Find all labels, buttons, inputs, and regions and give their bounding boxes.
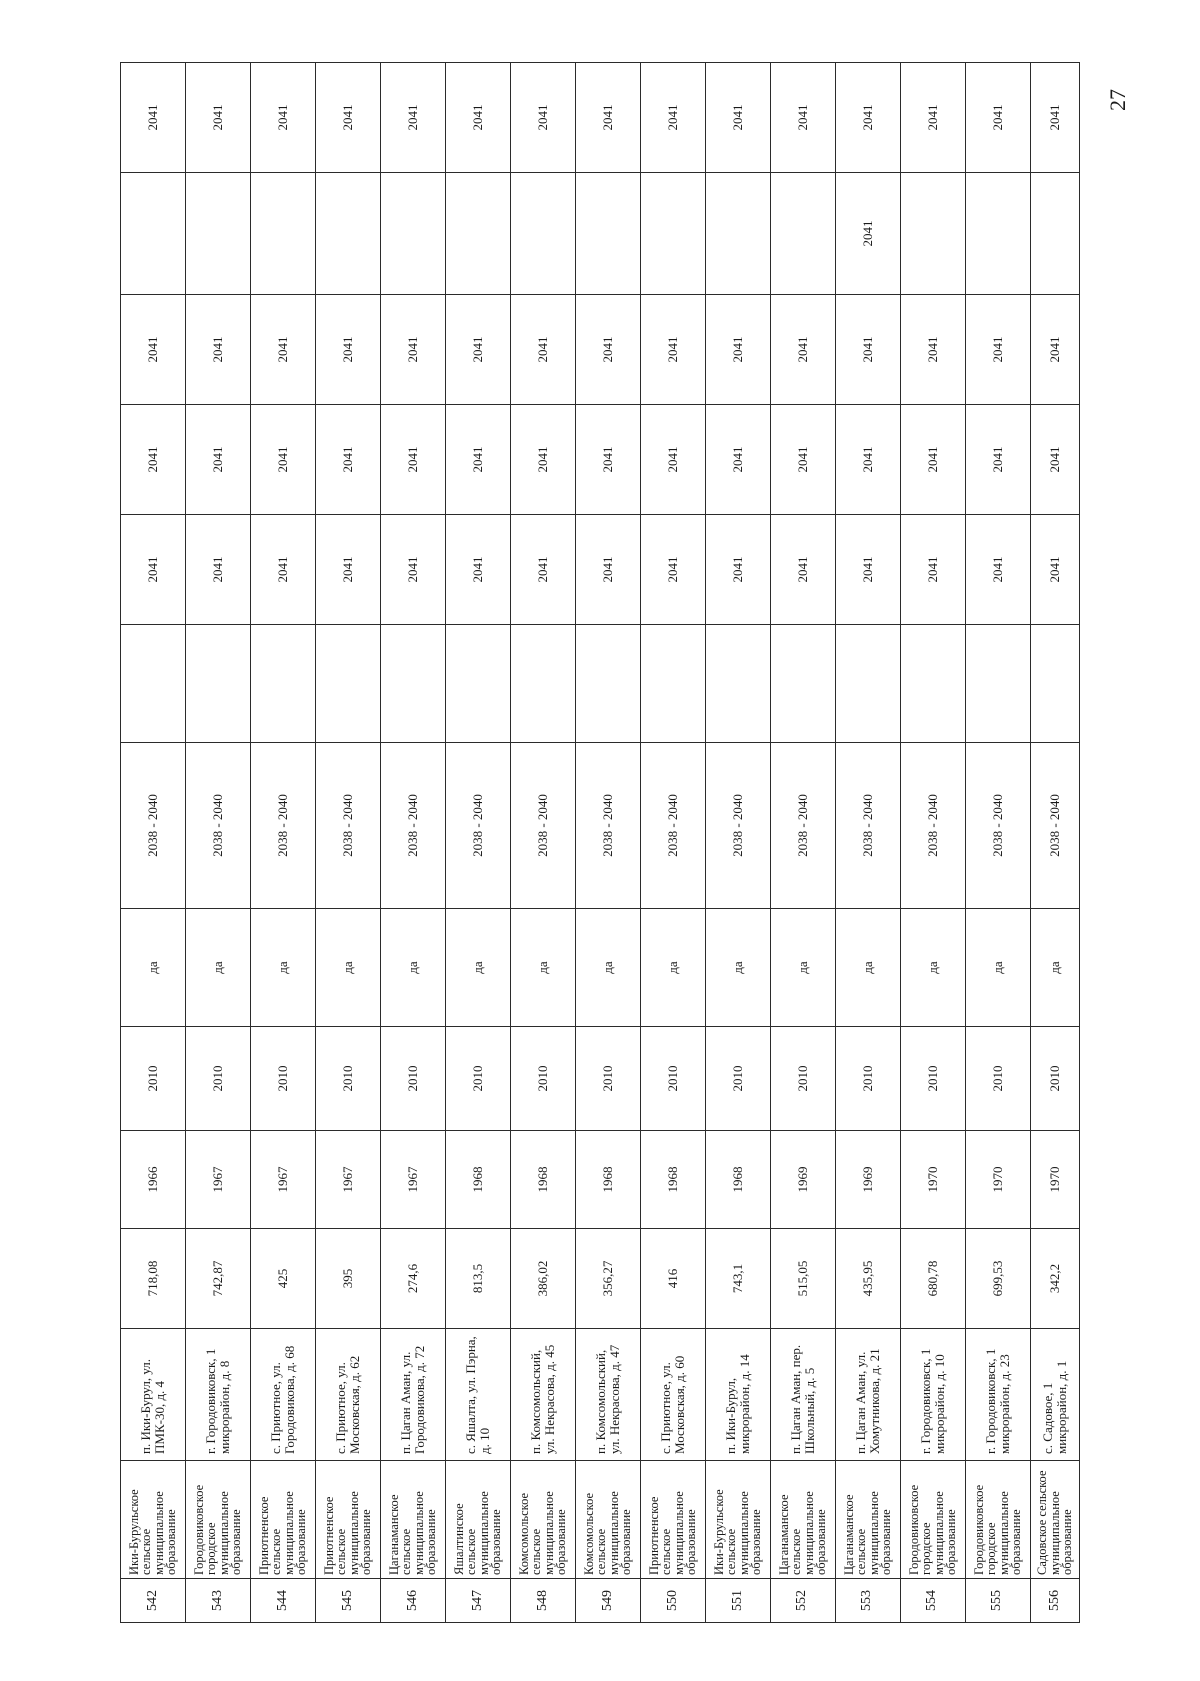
cell-work-year-1 [705, 625, 770, 743]
cell-work-year-1 [1030, 625, 1079, 743]
cell-municipality: Садовское сельское муниципальное образование [1030, 1461, 1079, 1579]
cell-work-year-3: 2041 [900, 405, 965, 515]
table-row [1030, 63, 1079, 1623]
cell-period: 2038 - 2040 [900, 743, 965, 909]
table-row [575, 63, 640, 1623]
cell-work-year-2: 2041 [835, 515, 900, 625]
cell-row-number: 544 [250, 1579, 315, 1623]
cell-work-year-2: 2041 [445, 515, 510, 625]
cell-municipality: Цаганаманское сельское муниципальное образование [380, 1461, 445, 1579]
cell-work-year-4: 2041 [575, 295, 640, 405]
cell-work-year-2: 2041 [1030, 515, 1079, 625]
cell-row-number: 553 [835, 1579, 900, 1623]
table-row [640, 63, 705, 1623]
cell-work-year-3: 2041 [185, 405, 250, 515]
cell-address: с. Приютное, ул. Городовикова, д. 68 [250, 1329, 315, 1461]
cell-work-year-3: 2041 [965, 405, 1030, 515]
cell-period: 2038 - 2040 [835, 743, 900, 909]
cell-survey-year: 2010 [575, 1027, 640, 1131]
cell-work-year-1 [510, 625, 575, 743]
cell-work-year-4: 2041 [380, 295, 445, 405]
cell-work-year-2: 2041 [380, 515, 445, 625]
cell-year-built: 1967 [250, 1131, 315, 1229]
cell-municipality: Цаганаманское сельское муниципальное образование [770, 1461, 835, 1579]
cell-municipality: Городовиковское городское муниципальное образование [185, 1461, 250, 1579]
cell-work-year-1 [185, 625, 250, 743]
cell-work-year-6: 2041 [250, 63, 315, 173]
cell-work-year-5: 2041 [835, 173, 900, 295]
cell-period: 2038 - 2040 [250, 743, 315, 909]
cell-area: 386,02 [510, 1229, 575, 1329]
cell-work-year-3: 2041 [1030, 405, 1079, 515]
cell-work-year-6: 2041 [185, 63, 250, 173]
cell-municipality: Цаганаманское сельское муниципальное образование [835, 1461, 900, 1579]
cell-area: 515,05 [770, 1229, 835, 1329]
cell-work-year-4: 2041 [315, 295, 380, 405]
table-row [965, 63, 1030, 1623]
cell-municipality: Приютненское сельское муниципальное образование [640, 1461, 705, 1579]
cell-work-year-6: 2041 [1030, 63, 1079, 173]
cell-area: 699,53 [965, 1229, 1030, 1329]
cell-work-year-5 [185, 173, 250, 295]
table-row [835, 63, 900, 1623]
cell-area: 342,2 [1030, 1229, 1079, 1329]
cell-included-flag: да [250, 909, 315, 1027]
cell-work-year-5 [445, 173, 510, 295]
cell-work-year-5 [640, 173, 705, 295]
cell-address: п. Комсомольский, ул. Некрасова, д. 45 [510, 1329, 575, 1461]
cell-address: г. Городовиковск, 1 микрорайон, д. 10 [900, 1329, 965, 1461]
cell-work-year-4: 2041 [770, 295, 835, 405]
cell-survey-year: 2010 [315, 1027, 380, 1131]
cell-work-year-3: 2041 [121, 405, 186, 515]
cell-survey-year: 2010 [640, 1027, 705, 1131]
cell-year-built: 1970 [900, 1131, 965, 1229]
cell-work-year-4: 2041 [250, 295, 315, 405]
cell-included-flag: да [315, 909, 380, 1027]
cell-work-year-2: 2041 [900, 515, 965, 625]
cell-area: 395 [315, 1229, 380, 1329]
cell-address: с. Приютное, ул. Московская, д. 60 [640, 1329, 705, 1461]
cell-work-year-4: 2041 [705, 295, 770, 405]
cell-period: 2038 - 2040 [640, 743, 705, 909]
cell-row-number: 555 [965, 1579, 1030, 1623]
cell-work-year-5 [315, 173, 380, 295]
cell-included-flag: да [1030, 909, 1079, 1027]
cell-work-year-1 [575, 625, 640, 743]
cell-work-year-5 [510, 173, 575, 295]
cell-municipality: Городовиковское городское муниципальное образование [900, 1461, 965, 1579]
cell-work-year-2: 2041 [185, 515, 250, 625]
cell-address: п. Ики-Бурул, микрорайон, д. 14 [705, 1329, 770, 1461]
cell-survey-year: 2010 [250, 1027, 315, 1131]
cell-area: 435,95 [835, 1229, 900, 1329]
cell-area: 743,1 [705, 1229, 770, 1329]
cell-address: г. Городовиковск, 1 микрорайон, д. 8 [185, 1329, 250, 1461]
cell-row-number: 552 [770, 1579, 835, 1623]
cell-survey-year: 2010 [835, 1027, 900, 1131]
cell-year-built: 1967 [185, 1131, 250, 1229]
cell-year-built: 1970 [1030, 1131, 1079, 1229]
cell-period: 2038 - 2040 [315, 743, 380, 909]
cell-row-number: 543 [185, 1579, 250, 1623]
cell-work-year-6: 2041 [575, 63, 640, 173]
cell-work-year-5 [1030, 173, 1079, 295]
cell-area: 356,27 [575, 1229, 640, 1329]
cell-included-flag: да [380, 909, 445, 1027]
cell-address: п. Цаган Аман, ул. Городовикова, д. 72 [380, 1329, 445, 1461]
cell-work-year-6: 2041 [770, 63, 835, 173]
table-row [445, 63, 510, 1623]
cell-row-number: 545 [315, 1579, 380, 1623]
cell-area: 274,6 [380, 1229, 445, 1329]
cell-area: 718,08 [121, 1229, 186, 1329]
cell-work-year-6: 2041 [640, 63, 705, 173]
cell-year-built: 1969 [770, 1131, 835, 1229]
cell-row-number: 546 [380, 1579, 445, 1623]
cell-year-built: 1967 [315, 1131, 380, 1229]
cell-work-year-1 [121, 625, 186, 743]
cell-work-year-5 [250, 173, 315, 295]
cell-work-year-1 [640, 625, 705, 743]
cell-included-flag: да [121, 909, 186, 1027]
cell-municipality: Яшалтинское сельское муниципальное образование [445, 1461, 510, 1579]
cell-work-year-2: 2041 [315, 515, 380, 625]
cell-survey-year: 2010 [445, 1027, 510, 1131]
cell-work-year-1 [965, 625, 1030, 743]
cell-included-flag: да [445, 909, 510, 1027]
cell-work-year-2: 2041 [250, 515, 315, 625]
cell-survey-year: 2010 [380, 1027, 445, 1131]
cell-year-built: 1967 [380, 1131, 445, 1229]
table-row [185, 63, 250, 1623]
cell-work-year-3: 2041 [575, 405, 640, 515]
cell-address: с. Приютное, ул. Московская, д. 62 [315, 1329, 380, 1461]
cell-period: 2038 - 2040 [770, 743, 835, 909]
cell-work-year-3: 2041 [445, 405, 510, 515]
cell-address: п. Цаган Аман, пер. Школьный, д. 5 [770, 1329, 835, 1461]
cell-work-year-6: 2041 [380, 63, 445, 173]
cell-municipality: Ики-Бурульское сельское муниципальное образование [705, 1461, 770, 1579]
cell-included-flag: да [705, 909, 770, 1027]
cell-survey-year: 2010 [770, 1027, 835, 1131]
cell-year-built: 1968 [445, 1131, 510, 1229]
cell-year-built: 1968 [640, 1131, 705, 1229]
cell-address: п. Ики-Бурул, ул. ПМК-30, д. 4 [121, 1329, 186, 1461]
cell-address: г. Городовиковск, 1 микрорайон, д. 23 [965, 1329, 1030, 1461]
rotated-table-wrapper [120, 63, 1080, 1623]
cell-work-year-2: 2041 [965, 515, 1030, 625]
cell-row-number: 554 [900, 1579, 965, 1623]
cell-work-year-3: 2041 [705, 405, 770, 515]
cell-work-year-3: 2041 [835, 405, 900, 515]
cell-municipality: Приютненское сельское муниципальное образование [315, 1461, 380, 1579]
cell-included-flag: да [835, 909, 900, 1027]
cell-work-year-6: 2041 [121, 63, 186, 173]
cell-period: 2038 - 2040 [510, 743, 575, 909]
cell-address: п. Комсомольский, ул. Некрасова, д. 47 [575, 1329, 640, 1461]
cell-period: 2038 - 2040 [965, 743, 1030, 909]
cell-included-flag: да [575, 909, 640, 1027]
cell-work-year-4: 2041 [640, 295, 705, 405]
cell-work-year-1 [770, 625, 835, 743]
cell-work-year-3: 2041 [510, 405, 575, 515]
cell-row-number: 549 [575, 1579, 640, 1623]
cell-work-year-4: 2041 [835, 295, 900, 405]
cell-work-year-3: 2041 [250, 405, 315, 515]
cell-row-number: 548 [510, 1579, 575, 1623]
cell-work-year-6: 2041 [445, 63, 510, 173]
cell-area: 416 [640, 1229, 705, 1329]
cell-row-number: 551 [705, 1579, 770, 1623]
cell-work-year-1 [380, 625, 445, 743]
cell-included-flag: да [900, 909, 965, 1027]
cell-work-year-2: 2041 [121, 515, 186, 625]
cell-survey-year: 2010 [185, 1027, 250, 1131]
table-row [121, 63, 186, 1623]
cell-included-flag: да [965, 909, 1030, 1027]
cell-work-year-5 [900, 173, 965, 295]
page-number: 27 [1105, 89, 1130, 111]
cell-area: 425 [250, 1229, 315, 1329]
cell-survey-year: 2010 [900, 1027, 965, 1131]
table-row [315, 63, 380, 1623]
cell-work-year-6: 2041 [965, 63, 1030, 173]
cell-included-flag: да [770, 909, 835, 1027]
cell-work-year-1 [445, 625, 510, 743]
cell-survey-year: 2010 [705, 1027, 770, 1131]
cell-area: 680,78 [900, 1229, 965, 1329]
cell-work-year-4: 2041 [1030, 295, 1079, 405]
cell-included-flag: да [640, 909, 705, 1027]
cell-work-year-2: 2041 [510, 515, 575, 625]
table-row [250, 63, 315, 1623]
cell-year-built: 1968 [510, 1131, 575, 1229]
cell-period: 2038 - 2040 [575, 743, 640, 909]
cell-work-year-6: 2041 [510, 63, 575, 173]
cell-work-year-3: 2041 [380, 405, 445, 515]
cell-work-year-6: 2041 [835, 63, 900, 173]
cell-work-year-4: 2041 [185, 295, 250, 405]
cell-period: 2038 - 2040 [445, 743, 510, 909]
cell-work-year-4: 2041 [121, 295, 186, 405]
cell-work-year-2: 2041 [705, 515, 770, 625]
cell-work-year-4: 2041 [445, 295, 510, 405]
table-row [705, 63, 770, 1623]
cell-work-year-5 [575, 173, 640, 295]
cell-work-year-3: 2041 [770, 405, 835, 515]
cell-work-year-5 [965, 173, 1030, 295]
cell-municipality: Ики-Бурульское сельское муниципальное образование [121, 1461, 186, 1579]
cell-period: 2038 - 2040 [380, 743, 445, 909]
cell-address: с. Садовое, 1 микрорайон, д. 1 [1030, 1329, 1079, 1461]
cell-year-built: 1969 [835, 1131, 900, 1229]
cell-work-year-5 [121, 173, 186, 295]
cell-work-year-4: 2041 [965, 295, 1030, 405]
cell-area: 813,5 [445, 1229, 510, 1329]
cell-row-number: 547 [445, 1579, 510, 1623]
cell-address: п. Цаган Аман, ул. Хомутникова, д. 21 [835, 1329, 900, 1461]
cell-work-year-1 [835, 625, 900, 743]
cell-survey-year: 2010 [121, 1027, 186, 1131]
cell-survey-year: 2010 [510, 1027, 575, 1131]
cell-row-number: 556 [1030, 1579, 1079, 1623]
table-row [770, 63, 835, 1623]
cell-period: 2038 - 2040 [121, 743, 186, 909]
cell-work-year-2: 2041 [640, 515, 705, 625]
cell-year-built: 1970 [965, 1131, 1030, 1229]
cell-year-built: 1966 [121, 1131, 186, 1229]
register-table [120, 62, 1080, 1623]
cell-work-year-6: 2041 [705, 63, 770, 173]
table-row [900, 63, 965, 1623]
cell-work-year-6: 2041 [900, 63, 965, 173]
cell-work-year-4: 2041 [900, 295, 965, 405]
cell-work-year-3: 2041 [640, 405, 705, 515]
table-row [380, 63, 445, 1623]
cell-included-flag: да [185, 909, 250, 1027]
cell-work-year-5 [770, 173, 835, 295]
cell-work-year-3: 2041 [315, 405, 380, 515]
table-body [121, 63, 1080, 1623]
cell-period: 2038 - 2040 [185, 743, 250, 909]
cell-work-year-2: 2041 [770, 515, 835, 625]
cell-survey-year: 2010 [1030, 1027, 1079, 1131]
table-row [510, 63, 575, 1623]
cell-survey-year: 2010 [965, 1027, 1030, 1131]
cell-work-year-4: 2041 [510, 295, 575, 405]
cell-work-year-1 [900, 625, 965, 743]
cell-work-year-6: 2041 [315, 63, 380, 173]
cell-municipality: Комсомольское сельское муниципальное образование [510, 1461, 575, 1579]
cell-period: 2038 - 2040 [705, 743, 770, 909]
cell-area: 742,87 [185, 1229, 250, 1329]
cell-row-number: 550 [640, 1579, 705, 1623]
cell-municipality: Городовиковское городское муниципальное образование [965, 1461, 1030, 1579]
cell-work-year-5 [380, 173, 445, 295]
cell-included-flag: да [510, 909, 575, 1027]
cell-work-year-1 [250, 625, 315, 743]
cell-municipality: Комсомольское сельское муниципальное образование [575, 1461, 640, 1579]
cell-work-year-1 [315, 625, 380, 743]
cell-work-year-5 [705, 173, 770, 295]
cell-period: 2038 - 2040 [1030, 743, 1079, 909]
cell-address: с. Яшалта, ул. Пэрна, д. 10 [445, 1329, 510, 1461]
cell-year-built: 1968 [575, 1131, 640, 1229]
cell-row-number: 542 [121, 1579, 186, 1623]
cell-municipality: Приютненское сельское муниципальное образование [250, 1461, 315, 1579]
cell-work-year-2: 2041 [575, 515, 640, 625]
cell-year-built: 1968 [705, 1131, 770, 1229]
